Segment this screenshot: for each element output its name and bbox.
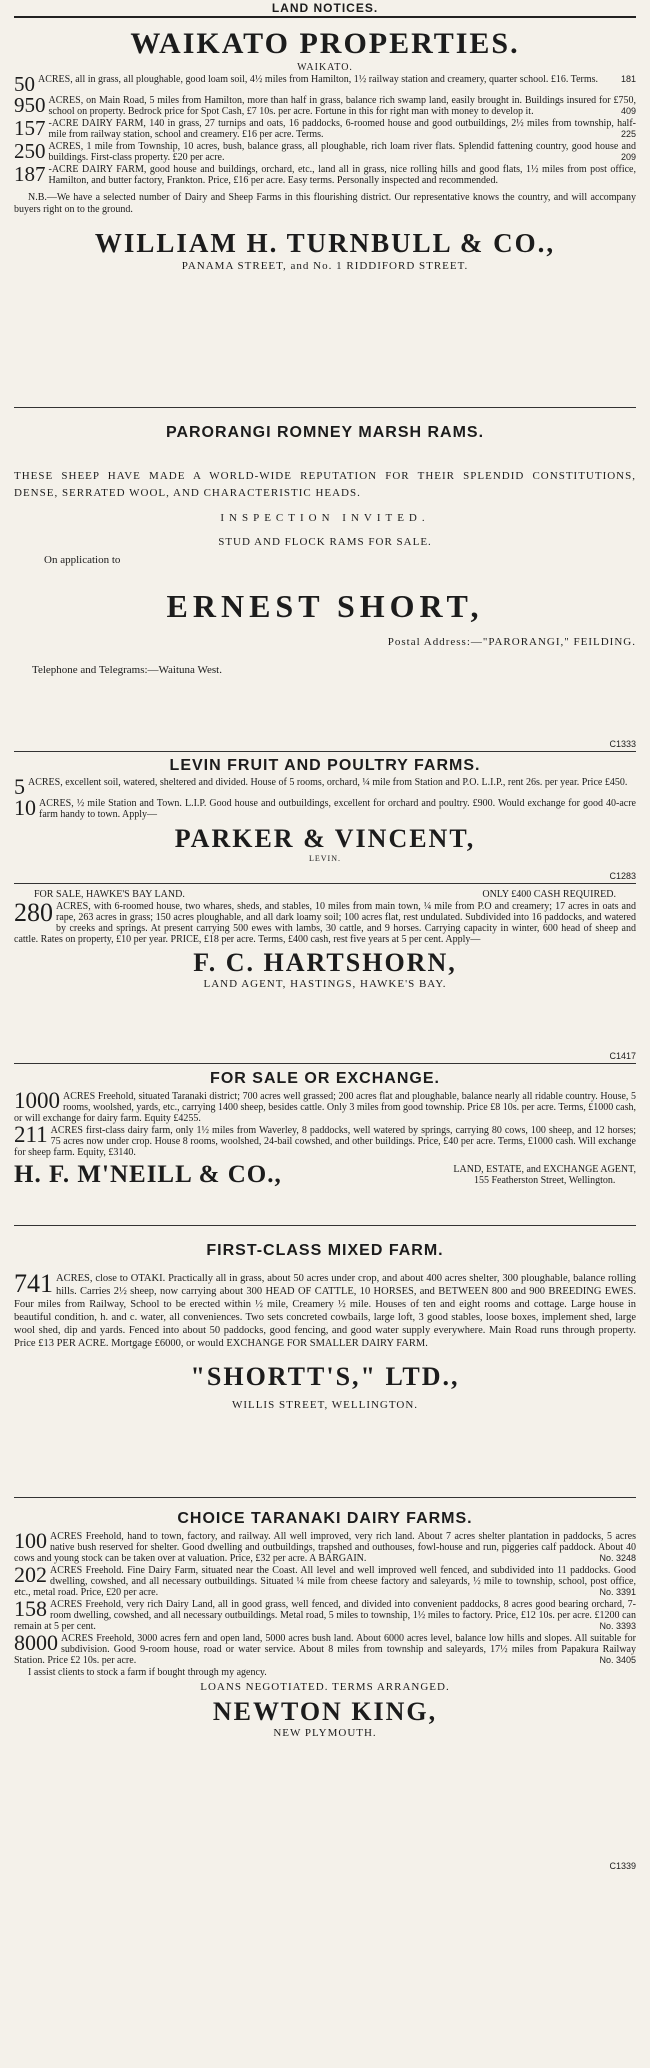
- hawkes-text: ACRES, with 6-roomed house, two whares, sheds, and stables, 10 miles from main town, ¼ mile from P.O and creamery; 17 acres in oats and rape, 263 acres in grass; 150 acres ploughable, and all dark loamy soil; 100 acres flat, rest undulated. Subdivided into 16 paddocks, and watered by creeks and springs. At present carrying 500 ewes with lambs, 30 cattle, and 9 horses. Carrying capacity in winter, 600 head of sheep and cattle. Rates on property, £10 per year. PRICE, £18 per acre. Terms, £400 cash, rest five years at 5 per cent. Apply—: [14, 901, 636, 945]
- listing-item: [14, 795, 636, 820]
- waikato-note: N.B.—We have a selected number of Dairy and Sheep Farms in this flourishing district. Our representative knows the country, and will accompany buyers right on to the ground.: [14, 192, 636, 215]
- listing-ref: 209: [620, 152, 636, 162]
- waikato-listings: [14, 74, 636, 186]
- levin-title: LEVIN FRUIT AND POULTRY FARMS.: [169, 757, 481, 774]
- exchange-listings: [14, 1088, 636, 1158]
- listing-text: -ACRE DAIRY FARM, 140 in grass, 27 turnips and oats, 16 paddocks, 6-roomed house and good outbuildings, 2½ miles from township, half-mile from railway station, school and creamery. £16 per acre. Terms.: [48, 118, 636, 140]
- mixed-firm: "SHORTT'S," LTD.,: [190, 1362, 460, 1391]
- listing-acres: 187: [14, 162, 46, 186]
- taranaki-assist: I assist clients to stock a farm if bought through my agency.: [28, 1667, 267, 1678]
- listing-ref: No. 3405: [599, 1655, 636, 1665]
- taranaki-ad: [14, 1498, 636, 1873]
- parorangi-stud: STUD AND FLOCK RAMS FOR SALE.: [218, 536, 432, 548]
- listing-item: [14, 774, 636, 799]
- listing-item: [14, 141, 636, 163]
- listing-item: [14, 95, 636, 117]
- levin-listings: [14, 774, 636, 820]
- listing-text: ACRES, ½ mile Station and Town. L.I.P. Good house and outbuildings, excellent for orchard and poultry. £900. Would exchange for good 40-acre farm handy to town. Apply—: [39, 798, 636, 820]
- levin-code: C1283: [609, 871, 636, 881]
- exchange-footer: [14, 1161, 636, 1189]
- hawkes-address: LAND AGENT, HASTINGS, HAWKE'S BAY.: [203, 978, 447, 990]
- parorangi-apply: On application to: [44, 554, 121, 566]
- taranaki-loans: LOANS NEGOTIATED. TERMS ARRANGED.: [200, 1681, 450, 1693]
- parorangi-postal: Postal Address:—"PARORANGI," FEILDING.: [387, 636, 636, 648]
- listing-item: [14, 164, 636, 186]
- parorangi-ad: [14, 408, 636, 752]
- waikato-firm: WILLIAM H. TURNBULL & CO.,: [94, 228, 556, 258]
- listing-item: [14, 1630, 636, 1666]
- listing-item: [14, 1088, 636, 1124]
- hawkes-listing: [14, 898, 636, 945]
- listing-item: [14, 1562, 636, 1598]
- hawkes-acres: 280: [14, 898, 53, 927]
- exchange-title: FOR SALE OR EXCHANGE.: [210, 1070, 440, 1087]
- levin-ad: [14, 752, 636, 884]
- listing-ref: No. 3393: [599, 1621, 636, 1631]
- listing-item: [14, 74, 636, 94]
- listing-acres: 100: [14, 1528, 47, 1553]
- listing-acres: 950: [14, 93, 46, 117]
- waikato-title: WAIKATO PROPERTIES.: [130, 27, 520, 60]
- listing-acres: 211: [14, 1122, 48, 1147]
- section-header: LAND NOTICES.: [14, 0, 636, 18]
- hawkes-firm: F. C. HARTSHORN,: [193, 948, 457, 977]
- listing-acres: 50: [14, 72, 35, 96]
- listing-item: [14, 1122, 636, 1158]
- listing-text: ACRES first-class dairy farm, only 1½ miles from Waverley, 8 paddocks, well watered by springs, carrying 80 cows, 100 sheep, and 12 horses; 75 acres now under crop. House 8 rooms, woolshed, 24-bail cowshed, and other buildings. Price, £40 per acre. Terms, £1000 cash. Will exchange for sheep farm. Equity, £3140.: [14, 1125, 636, 1158]
- levin-place: LEVIN.: [309, 854, 341, 863]
- hawkes-heading: [34, 889, 616, 900]
- hawkes-heading-right: ONLY £400 CASH REQUIRED.: [482, 889, 616, 900]
- listing-acres: 158: [14, 1596, 47, 1621]
- listing-text: ACRES Freehold, situated Taranaki district; 700 acres well grassed; 200 acres flat and ploughable, balance nearly all ridable country. House, 5 rooms, woolshed, yards, etc., carrying 1400 sheep, besides cattle. Only 3 miles from good township. Price £8 10s. per acre. Terms, £1000 cash, or will exchange for dairy farm. Equity £4255.: [14, 1091, 636, 1124]
- mixed-listing: [14, 1269, 636, 1350]
- parorangi-inspection: INSPECTION INVITED.: [220, 512, 430, 524]
- parorangi-telephone: Telephone and Telegrams:—Waituna West.: [32, 664, 222, 676]
- listing-ref: 409: [620, 106, 636, 116]
- waikato-address: PANAMA STREET, and No. 1 RIDDIFORD STREET.: [181, 260, 469, 272]
- listing-text: ACRES, on Main Road, 5 miles from Hamilton, more than half in grass, balance rich swamp land, easily brought in. Buildings insured for £750, school on property. Bedrock price for Spot Cash, £7 10s. per acre. Fortune in this for right man with money to develop it.: [48, 95, 636, 117]
- listing-item: [14, 1528, 636, 1564]
- listing-text: ACRES, 1 mile from Township, 10 acres, bush, balance grass, all ploughable, rich loam river flats. Splendid fattening country, good house and buildings. First-class property. £20 per acre.: [48, 141, 636, 163]
- mixed-title: FIRST-CLASS MIXED FARM.: [206, 1242, 444, 1259]
- listing-ref: 225: [620, 129, 636, 139]
- mixed-ad: [14, 1226, 636, 1498]
- hawkes-heading-left: FOR SALE, HAWKE'S BAY LAND.: [34, 889, 185, 900]
- listing-text: ACRES, excellent soil, watered, sheltered and divided. House of 5 rooms, orchard, ¼ mile from Station and P.O. L.I.P., rent 26s. per year. Price £450.: [28, 777, 628, 788]
- taranaki-title: CHOICE TARANAKI DAIRY FARMS.: [177, 1510, 473, 1527]
- mixed-acres: 741: [14, 1269, 53, 1298]
- listing-text: ACRES Freehold, hand to town, factory, and railway. All well improved, very rich land. About 7 acres shelter plantation in paddocks, 5 acres native bush reserved for shelter. Good dwelling and outbuildings, trapshed and outhouses, fowl-house and run, piggeries calf paddock. About 40 cows and young stock can be taken over at valuation. Price, £32 per acre. A BARGAIN.: [14, 1531, 636, 1564]
- listing-text: ACRES, all in grass, all ploughable, good loam soil, 4½ miles from Hamilton, 1½ railway station and creamery, quarter school. £16. Terms.: [38, 74, 599, 85]
- listing-item: [14, 1596, 636, 1632]
- taranaki-firm: NEWTON KING,: [212, 1697, 438, 1726]
- mixed-text: ACRES, close to OTAKI. Practically all in grass, about 50 acres under crop, and about 400 acres shelter, 300 ploughable, balance rolling hills. Carries 2½ sheep, now carrying about 300 HEAD OF CATTLE, 10 HORSES, and BETWEEN 800 and 900 BREEDING EWES. Four miles from Railway, School to be erected within ½ mile, Creamery ½ mile. Houses of ten and eight rooms and cottage. Large house in beautiful condition, h. and c. water, all conveniences. Two sets concreted cowbails, large loft, 3 good stables, loose boxes, implement shed, large wool shed, dip and yards. Fenced into about 50 paddocks, good fencing, and good water supply everywhere. Main Road runs through property. Price £13 PER ACRE. Mortgage £6000, or would EXCHANGE FOR SMALLER DAIRY FARM.: [14, 1273, 636, 1349]
- listing-text: ACRES Freehold, 3000 acres fern and open land, 5000 acres bush land. About 6000 acres level, balance low hills and slopes. All suitable for subdivision. Good 9-room house, road or water service. About 8 miles from township and saleyards, 17½ miles from Papakura Railway Station. Price £2 10s. per acre.: [14, 1633, 636, 1666]
- parorangi-name: ERNEST SHORT,: [166, 588, 484, 624]
- waikato-ad: [14, 18, 636, 408]
- listing-ref: No. 3248: [599, 1553, 636, 1563]
- hawkes-ad: [14, 884, 636, 1064]
- mixed-address: WILLIS STREET, WELLINGTON.: [231, 1399, 419, 1411]
- exchange-ad: [14, 1064, 636, 1226]
- parorangi-body: THESE SHEEP HAVE MADE A WORLD-WIDE REPUTATION FOR THEIR SPLENDID CONSTITUTIONS, DENSE, SERRATED WOOL, AND CHARACTERISTIC HEADS.: [14, 470, 636, 499]
- listing-acres: 1000: [14, 1088, 60, 1113]
- listing-acres: 250: [14, 139, 46, 163]
- levin-firm: PARKER & VINCENT,: [174, 824, 476, 853]
- taranaki-listings: [14, 1528, 636, 1666]
- parorangi-code: C1333: [609, 739, 636, 749]
- listing-text: -ACRE DAIRY FARM, good house and buildings, orchard, etc., land all in grass, nice rolling hills and good flats, 1½ miles from post office, Hamilton, and butter factory, Frankton. Price, £16 per acre. Easy terms. Personally inspected and recommended.: [48, 164, 636, 186]
- listing-acres: 5: [14, 774, 25, 799]
- hawkes-code: C1417: [609, 1051, 636, 1061]
- listing-acres: 202: [14, 1562, 47, 1587]
- taranaki-code: C1339: [609, 1861, 636, 1871]
- listing-ref: No. 3391: [599, 1587, 636, 1597]
- listing-item: [14, 118, 636, 140]
- taranaki-place: NEW PLYMOUTH.: [273, 1727, 377, 1739]
- exchange-firm: H. F. M'NEILL & CO.,: [14, 1161, 282, 1188]
- listing-text: ACRES Freehold, very rich Dairy Land, all in good grass, well fenced, and divided into convenient paddocks, 8 acres good bearing orchard, 7-room dwelling, cowshed, and all necessary outbuildings. Metal road, 5 miles to township, 1½ miles to factory. Price, £12 10s. per acre. £1200 can remain at 5 per cent.: [14, 1599, 636, 1632]
- waikato-region: WAIKATO.: [297, 62, 353, 73]
- listing-text: ACRES Freehold. Fine Dairy Farm, situated near the Coast. All level and well improved well fenced, and subdivided into 11 paddocks. Good dwelling, cowshed, and all necessary outbuildings. Situated ¼ mile from cheese factory and saleyards, ½ mile to township, school, post office, etc., metal road. Price, £20 per acre.: [14, 1565, 636, 1598]
- parorangi-title: PARORANGI ROMNEY MARSH RAMS.: [165, 424, 485, 441]
- exchange-agent-line2: 155 Featherston Street, Wellington.: [473, 1175, 616, 1186]
- exchange-agent-line1: LAND, ESTATE, and EXCHANGE AGENT,: [453, 1164, 636, 1175]
- listing-acres: 157: [14, 116, 46, 140]
- exchange-agent: [453, 1164, 636, 1186]
- listing-acres: 8000: [14, 1630, 58, 1655]
- listing-ref: 181: [620, 74, 636, 84]
- listing-acres: 10: [14, 795, 36, 820]
